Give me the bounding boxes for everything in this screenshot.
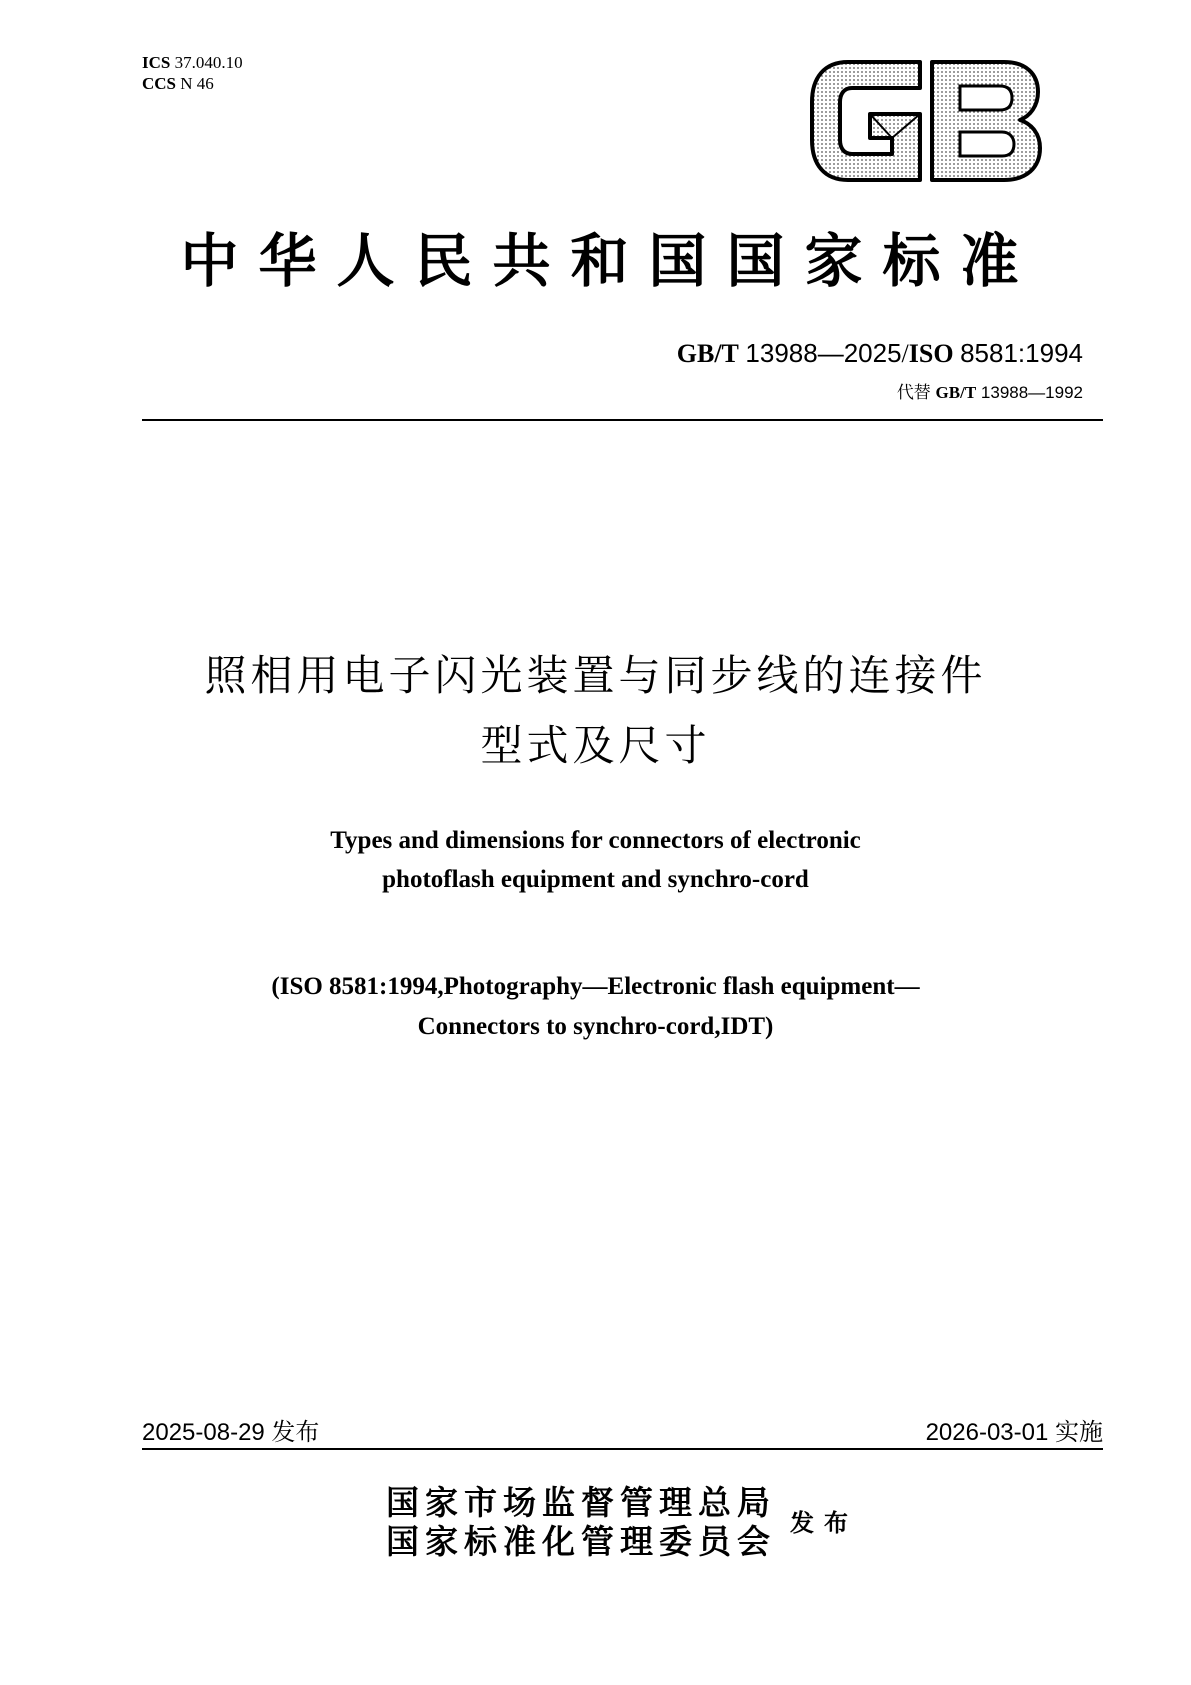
replaces-number: 13988—1992 [980,383,1083,402]
iso-prefix: ISO [908,339,954,368]
standard-prefix: GB/T [676,339,739,368]
gb-logo-icon [808,58,1044,184]
ccs-code: N 46 [180,74,214,93]
implementation-date: 2026-03-01 实施 [925,1419,1103,1446]
issuer-line-2: 国家标准化管理委员会 [386,1522,776,1561]
chinese-title-line-1: 照相用电子闪光装置与同步线的连接件 [204,651,987,700]
replaces-label: 代替 [896,383,931,402]
iso-number-value: 8581:1994 [960,338,1083,368]
ccs-label: CCS [142,74,177,93]
ics-label: ICS [142,53,171,72]
issuer-line-1: 国家市场监督管理总局 [386,1483,776,1522]
replaces-standard [897,378,1083,403]
standard-number-value: 13988—2025 [745,338,902,368]
chinese-title-line-2: 型式及尺寸 [480,721,711,770]
iso-reference-line-2: Connectors to synchro-cord,IDT) [417,1013,774,1040]
publish-label: 发布 [790,1508,858,1537]
bottom-divider [142,1448,1103,1450]
replaces-prefix: GB/T [935,383,977,402]
english-title-line-2: photoflash equipment and synchro-cord [382,866,809,893]
iso-reference-line-1: (ISO 8581:1994,Photography—Electronic flash equipment— [271,973,920,1000]
ics-row [142,52,243,73]
standard-number: GB/T 13988—2025/ISO 8581:1994 [676,338,1083,368]
classification-codes [142,52,243,94]
english-title-line-1: Types and dimensions for connectors of electronic [330,827,861,854]
national-standard-title: 中华人民共和国国家标准 [180,227,1039,295]
issue-date: 2025-08-29 发布 [142,1419,320,1446]
ics-code: 37.040.10 [174,53,243,72]
top-divider [142,419,1103,421]
ccs-row [142,73,243,94]
